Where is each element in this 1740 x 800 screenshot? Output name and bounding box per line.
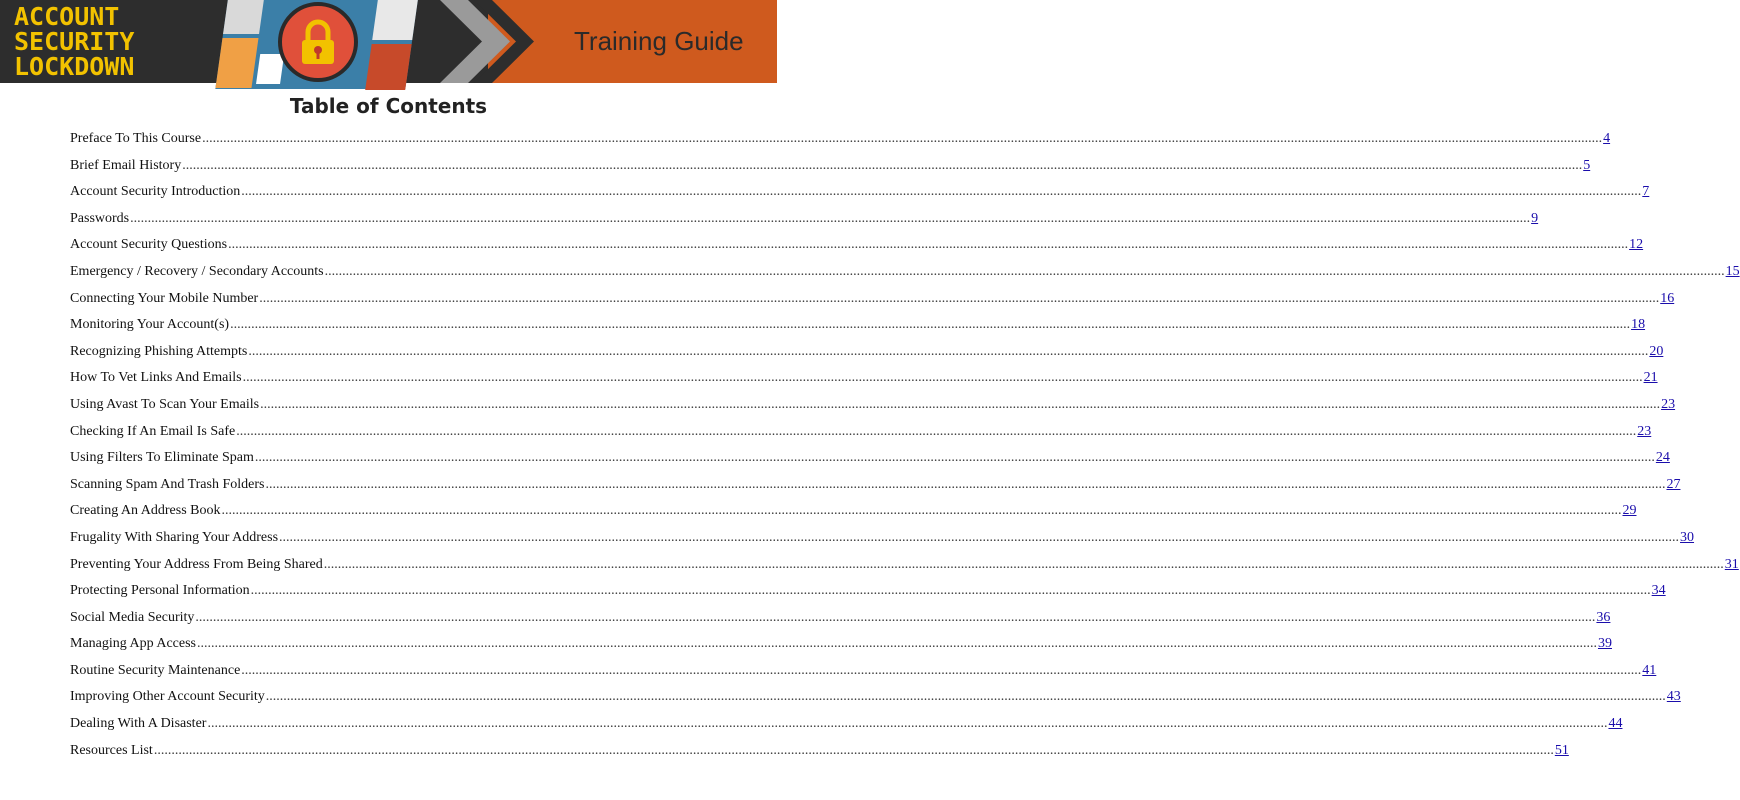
toc-entry-label: Creating An Address Book xyxy=(70,503,221,519)
toc-page-link[interactable]: 18 xyxy=(1631,317,1646,333)
dot-leader: ................................................................................................................................................................................................................................................................................................................................................................................................................ xyxy=(221,503,1622,519)
toc-entry xyxy=(70,556,1739,584)
dot-leader: ................................................................................................................................................................................................................................................................................................................................................................................................................ xyxy=(196,636,1597,652)
toc-page-link[interactable]: 23 xyxy=(1637,423,1652,439)
toc-entry-label: Emergency / Recovery / Secondary Accounts xyxy=(70,263,324,279)
toc-entry-label: Account Security Questions xyxy=(70,237,228,253)
table-of-contents xyxy=(70,131,1740,769)
dot-leader: ................................................................................................................................................................................................................................................................................................................................................................................................................ xyxy=(279,529,1680,545)
toc-page-link[interactable]: 41 xyxy=(1642,662,1657,678)
header-banner xyxy=(0,0,777,83)
toc-page-link[interactable]: 16 xyxy=(1660,290,1675,306)
toc-page-link[interactable]: 4 xyxy=(1603,131,1611,146)
toc-entry xyxy=(70,689,1681,716)
collage-tile xyxy=(365,44,411,90)
toc-entry xyxy=(70,583,1666,610)
dot-leader: ................................................................................................................................................................................................................................................................................................................................................................................................................ xyxy=(323,556,1724,572)
toc-entry-label: Social Media Security xyxy=(70,609,195,625)
toc-entry-label: Recognizing Phishing Attempts xyxy=(70,343,248,359)
toc-entry xyxy=(70,210,1539,238)
toc-page-link[interactable]: 29 xyxy=(1622,503,1637,519)
toc-entry-label: Dealing With A Disaster xyxy=(70,716,207,732)
dot-leader: ................................................................................................................................................................................................................................................................................................................................................................................................................ xyxy=(248,343,1649,359)
dot-leader: ................................................................................................................................................................................................................................................................................................................................................................................................................ xyxy=(265,689,1666,705)
dot-leader: ................................................................................................................................................................................................................................................................................................................................................................................................................ xyxy=(202,131,1603,146)
dot-leader: ................................................................................................................................................................................................................................................................................................................................................................................................................ xyxy=(254,450,1655,466)
toc-page-link[interactable]: 30 xyxy=(1680,529,1695,545)
toc-entry-label: Scanning Spam And Trash Folders xyxy=(70,476,265,492)
toc-entry-label: Routine Security Maintenance xyxy=(70,662,241,678)
toc-entry xyxy=(70,423,1652,451)
toc-page-link[interactable]: 27 xyxy=(1666,476,1681,492)
dot-leader: ................................................................................................................................................................................................................................................................................................................................................................................................................ xyxy=(195,609,1596,625)
toc-entry-label: Frugality With Sharing Your Address xyxy=(70,529,279,545)
toc-entry xyxy=(70,263,1740,291)
padlock-icon xyxy=(296,16,340,70)
brand-logo xyxy=(14,4,214,79)
dot-leader: ................................................................................................................................................................................................................................................................................................................................................................................................................ xyxy=(236,423,1637,439)
toc-entry-label: Connecting Your Mobile Number xyxy=(70,290,259,306)
toc-entry xyxy=(70,343,1664,371)
toc-page-link[interactable]: 5 xyxy=(1583,157,1591,173)
toc-entry-label: Account Security Introduction xyxy=(70,184,241,200)
page-title: Table of Contents xyxy=(289,94,488,118)
dot-leader: ................................................................................................................................................................................................................................................................................................................................................................................................................ xyxy=(153,742,1554,758)
toc-entry-label: Preventing Your Address From Being Shared xyxy=(70,556,323,572)
toc-page-link[interactable]: 44 xyxy=(1608,716,1623,732)
toc-entry xyxy=(70,636,1612,663)
toc-entry-label: Passwords xyxy=(70,210,130,226)
toc-entry xyxy=(70,503,1637,530)
toc-page-link[interactable]: 31 xyxy=(1724,556,1739,572)
dot-leader: ................................................................................................................................................................................................................................................................................................................................................................................................................ xyxy=(242,370,1643,386)
toc-entry xyxy=(70,716,1623,743)
dot-leader: ................................................................................................................................................................................................................................................................................................................................................................................................................ xyxy=(324,263,1725,279)
toc-page-link[interactable]: 23 xyxy=(1661,396,1676,412)
collage-tile xyxy=(223,0,265,34)
guide-title: Training Guide xyxy=(574,26,744,56)
dot-leader: ................................................................................................................................................................................................................................................................................................................................................................................................................ xyxy=(241,662,1642,678)
toc-entry xyxy=(70,184,1650,211)
toc-entry xyxy=(70,131,1611,158)
toc-page-link[interactable]: 36 xyxy=(1596,609,1611,625)
toc-entry-label: Preface To This Course xyxy=(70,131,202,146)
dot-leader: ................................................................................................................................................................................................................................................................................................................................................................................................................ xyxy=(241,184,1642,200)
dot-leader: ................................................................................................................................................................................................................................................................................................................................................................................................................ xyxy=(130,210,1531,226)
toc-page-link[interactable]: 51 xyxy=(1554,742,1569,758)
dot-leader: ................................................................................................................................................................................................................................................................................................................................................................................................................ xyxy=(228,237,1629,253)
toc-page-link[interactable]: 20 xyxy=(1649,343,1664,359)
toc-entry xyxy=(70,609,1611,637)
toc-page-link[interactable]: 12 xyxy=(1629,237,1644,253)
toc-page-link[interactable]: 7 xyxy=(1642,184,1650,200)
dot-leader: ................................................................................................................................................................................................................................................................................................................................................................................................................ xyxy=(259,290,1660,306)
brand-line: ACCOUNT xyxy=(14,2,120,31)
brand-line: LOCKDOWN xyxy=(14,52,135,81)
toc-entry xyxy=(70,157,1591,185)
toc-entry-label: Using Filters To Eliminate Spam xyxy=(70,450,254,466)
collage-tile xyxy=(372,0,418,40)
toc-entry-label: Brief Email History xyxy=(70,157,182,173)
dot-leader: ................................................................................................................................................................................................................................................................................................................................................................................................................ xyxy=(265,476,1666,492)
dot-leader: ................................................................................................................................................................................................................................................................................................................................................................................................................ xyxy=(182,157,1583,173)
collage-tile xyxy=(215,38,258,88)
toc-entry xyxy=(70,476,1681,504)
toc-page-link[interactable]: 21 xyxy=(1643,370,1658,386)
dot-leader: ................................................................................................................................................................................................................................................................................................................................................................................................................ xyxy=(230,317,1631,333)
toc-entry xyxy=(70,529,1695,557)
toc-entry-label: Protecting Personal Information xyxy=(70,583,250,599)
toc-page-link[interactable]: 24 xyxy=(1655,450,1670,466)
dot-leader: ................................................................................................................................................................................................................................................................................................................................................................................................................ xyxy=(260,396,1661,412)
toc-entry-label: Managing App Access xyxy=(70,636,196,652)
toc-page-link[interactable]: 9 xyxy=(1531,210,1539,226)
collage-tile xyxy=(256,54,284,84)
toc-entry xyxy=(70,290,1675,318)
toc-entry xyxy=(70,396,1676,424)
toc-entry xyxy=(70,370,1658,397)
chevron-right-icon xyxy=(440,0,540,83)
toc-page-link[interactable]: 43 xyxy=(1666,689,1681,705)
toc-entry-label: Using Avast To Scan Your Emails xyxy=(70,396,260,412)
toc-entry-label: Checking If An Email Is Safe xyxy=(70,423,236,439)
toc-page-link[interactable]: 15 xyxy=(1725,263,1740,279)
toc-entry xyxy=(70,742,1569,770)
toc-entry-label: Resources List xyxy=(70,742,153,758)
toc-entry xyxy=(70,317,1646,344)
toc-entry-label: Improving Other Account Security xyxy=(70,689,265,705)
toc-entry xyxy=(70,450,1670,477)
toc-entry xyxy=(70,237,1644,264)
dot-leader: ................................................................................................................................................................................................................................................................................................................................................................................................................ xyxy=(207,716,1608,732)
toc-page-link[interactable]: 39 xyxy=(1597,636,1612,652)
brand-line: SECURITY xyxy=(14,27,135,56)
dot-leader: ................................................................................................................................................................................................................................................................................................................................................................................................................ xyxy=(250,583,1651,599)
toc-page-link[interactable]: 34 xyxy=(1651,583,1666,599)
toc-entry xyxy=(70,662,1657,690)
toc-entry-label: How To Vet Links And Emails xyxy=(70,370,242,386)
toc-entry-label: Monitoring Your Account(s) xyxy=(70,317,230,333)
